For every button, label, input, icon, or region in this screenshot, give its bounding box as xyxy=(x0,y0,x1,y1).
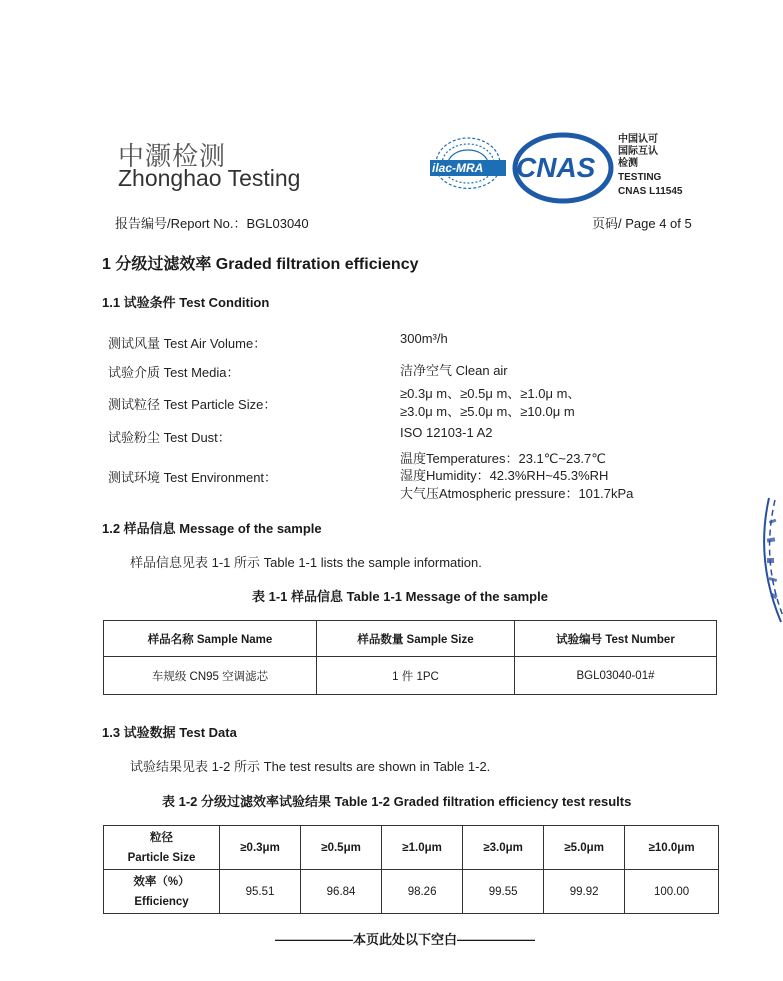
section-1-1-title: 1.1 试验条件 Test Condition xyxy=(102,295,270,310)
cnas-accreditation-text xyxy=(618,134,682,198)
table-cell: BGL03040-01# xyxy=(515,657,717,695)
table-row-efficiency xyxy=(104,870,719,914)
particle-size-cell: ≥0.3μm xyxy=(220,826,301,870)
particle-size-cell: ≥10.0μm xyxy=(625,826,719,870)
section-1-2-text: 样品信息见表 1-1 所示 Table 1-1 lists the sample information. xyxy=(130,555,482,570)
efficiency-cell: 99.55 xyxy=(463,870,544,914)
ilac-mra-logo xyxy=(428,130,508,202)
condition-label: 试验介质 Test Media： xyxy=(108,365,240,380)
condition-value: ISO 12103-1 A2 xyxy=(400,425,493,440)
efficiency-cell: 98.26 xyxy=(382,870,463,914)
efficiency-cell: 99.92 xyxy=(544,870,625,914)
report-number: 报告编号/Report No.：BGL03040 xyxy=(115,216,309,231)
table-cell: 车规级 CN95 空调滤芯 xyxy=(104,657,317,695)
section-1-3-title: 1.3 试验数据 Test Data xyxy=(102,725,237,740)
cnas-line: TESTING xyxy=(618,172,662,183)
efficiency-cell: 100.00 xyxy=(625,870,719,914)
condition-value: 300m³/h xyxy=(400,331,448,346)
condition-label: 试验粉尘 Test Dust： xyxy=(108,430,231,445)
row-label: Particle Size xyxy=(127,851,196,864)
particle-size-cell: ≥0.5μm xyxy=(301,826,382,870)
efficiency-cell: 95.51 xyxy=(220,870,301,914)
table-cell: 1 件 1PC xyxy=(317,657,515,695)
ilac-text: ilac-MRA xyxy=(432,161,484,175)
table-header-cell: 样品名称 Sample Name xyxy=(104,621,317,657)
sample-info-table xyxy=(103,620,717,695)
page-number: 页码/ Page 4 of 5 xyxy=(592,216,692,231)
condition-label: 测试风量 Test Air Volume： xyxy=(108,336,267,351)
particle-size-cell: ≥3.0μm xyxy=(463,826,544,870)
condition-value-line: 温度Temperatures：23.1℃~23.7℃ xyxy=(400,451,606,466)
section-1-3-text: 试验结果见表 1-2 所示 The test results are shown in Table 1-2. xyxy=(130,759,491,774)
brand-chinese: 中灏检测 xyxy=(118,141,227,171)
row-label: 粒径 xyxy=(150,831,173,844)
table-1-1-caption: 表 1-1 样品信息 Table 1-1 Message of the sample xyxy=(252,589,548,604)
seal-stamp-partial xyxy=(755,490,783,630)
blank-below-note: ——————本页此处以下空白—————— xyxy=(275,932,536,947)
table-1-2-caption: 表 1-2 分级过滤效率试验结果 Table 1-2 Graded filtration efficiency test results xyxy=(162,794,632,809)
cnas-logo xyxy=(512,132,614,204)
cnas-text: CNAS xyxy=(516,152,596,183)
condition-value-line: ≥3.0μ m、≥5.0μ m、≥10.0μ m xyxy=(400,404,575,419)
condition-value: 洁净空气 Clean air xyxy=(400,363,508,378)
table-row-particle-size xyxy=(104,826,719,870)
condition-value-line: ≥0.3μ m、≥0.5μ m、≥1.0μ m、 xyxy=(400,386,581,401)
cnas-line: CNAS L11545 xyxy=(618,186,683,197)
cnas-line: 国际互认 xyxy=(618,146,658,157)
condition-value-line: 湿度Humidity：42.3%RH~45.3%RH xyxy=(400,468,609,483)
cnas-line: 中国认可 xyxy=(618,134,658,145)
condition-label: 测试环境 Test Environment： xyxy=(108,470,278,485)
section-1-title: 1 分级过滤效率 Graded filtration efficiency xyxy=(102,256,419,273)
row-label: Efficiency xyxy=(134,895,189,908)
efficiency-table xyxy=(103,825,719,914)
efficiency-cell: 96.84 xyxy=(301,870,382,914)
table-header-cell: 试验编号 Test Number xyxy=(515,621,717,657)
cnas-line: 检测 xyxy=(618,158,638,169)
table-header-cell: 样品数量 Sample Size xyxy=(317,621,515,657)
brand-english: Zhonghao Testing xyxy=(118,165,301,191)
row-label: 效率（%） xyxy=(133,875,190,888)
row-label-cell xyxy=(104,870,220,914)
condition-value-line: 大气压Atmospheric pressure：101.7kPa xyxy=(400,486,634,501)
row-label-cell xyxy=(104,826,220,870)
condition-label: 测试粒径 Test Particle Size： xyxy=(108,397,277,412)
particle-size-cell: ≥1.0μm xyxy=(382,826,463,870)
table-header-row xyxy=(104,621,717,657)
particle-size-cell: ≥5.0μm xyxy=(544,826,625,870)
table-row xyxy=(104,657,717,695)
section-1-2-title: 1.2 样品信息 Message of the sample xyxy=(102,521,322,536)
